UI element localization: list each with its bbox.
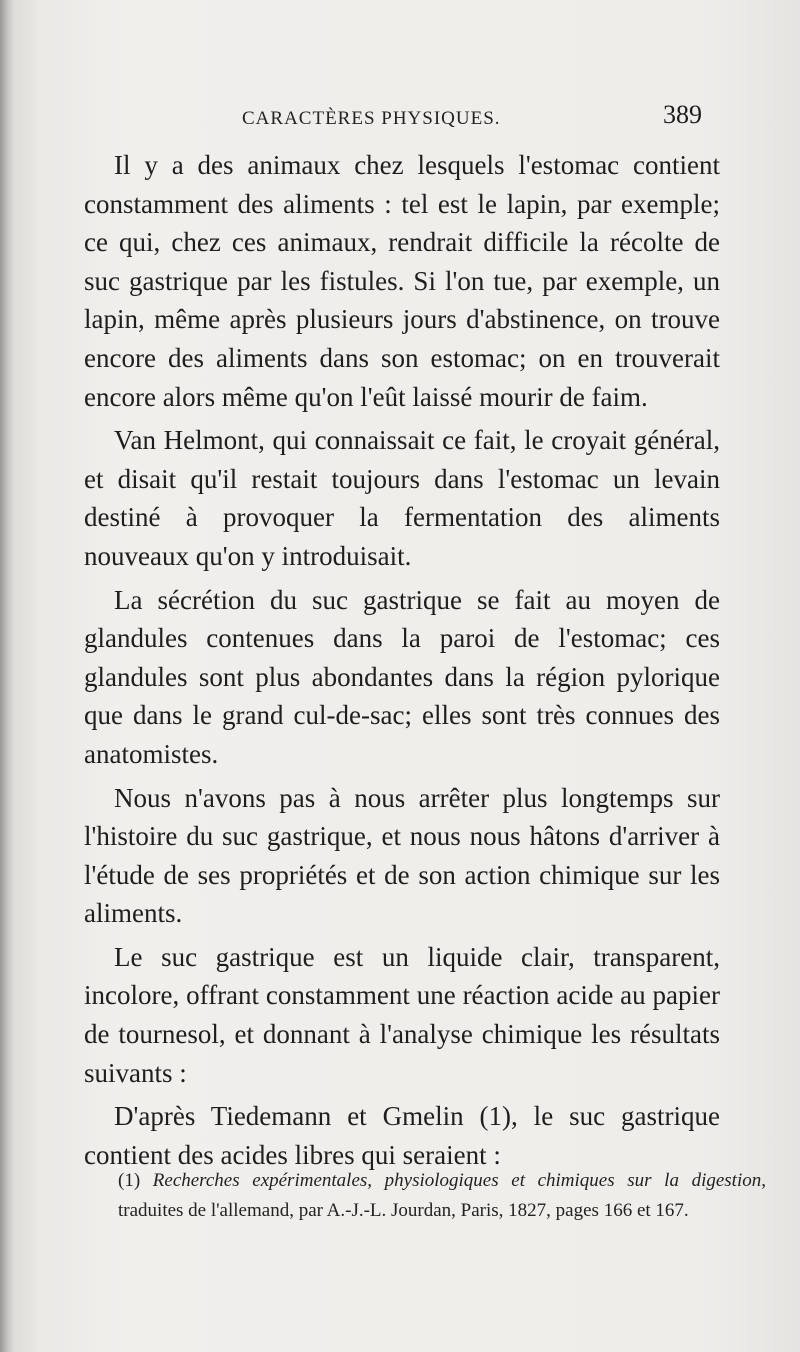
running-head: CARACTÈRES PHYSIQUES. [242,108,501,129]
footnote-text [118,1166,766,1226]
paragraph: Le suc gastrique est un liquide clair, transparent, incolore, offrant constamment une réaction acide au papier de tournesol, et donnant à l'analyse chimique les résultats suivants : [84,941,720,1088]
page-header [242,100,702,136]
paragraph: La sécrétion du suc gastrique se fait au moyen de glandules contenues dans la paroi de l'estomac; ces glandules sont plus abondantes dans la région pylorique que dans le grand cul-de-sac; elles sont très connues des anatomistes. [84,584,720,769]
footnote [118,1166,766,1226]
page-gutter [0,0,14,1352]
page-number: 389 [663,100,702,129]
footnote-title: Recherches expérimentales, physiologiques et chimiques sur la digestion [152,1170,762,1191]
footnote-marker: (1) [118,1170,141,1191]
paragraph: Van Helmont, qui connaissait ce fait, le croyait général, et disait qu'il restait toujours dans l'estomac un levain destiné à provoquer la fermentation des aliments nouveaux qu'on y introduisait. [84,425,720,571]
paragraph: Il y a des animaux chez lesquels l'estomac contient constamment des aliments : tel est le lapin, par exemple; ce qui, chez ces animaux, rendrait difficile la récolte de suc gastrique par les fistules. Si l'on tue, par exemple, un lapin, même après plusieurs jours d'abstinence, on trouve encore des aliments dans son estomac; on en trouverait encore alors même qu'on l'eût laissé mourir de faim. [84,150,720,412]
paragraph: D'après Tiedemann et Gmelin (1), le suc gastrique contient des acides libres qui seraient : [84,1101,720,1170]
paragraph: Nous n'avons pas à nous arrêter plus longtemps sur l'histoire du suc gastrique, et nous nous hâtons d'arriver à l'étude de ses propriétés et de son action chimique sur les aliments. [84,782,720,929]
body-text [84,146,720,1179]
footnote-rest: , traduites de l'allemand, par A.-J.-L. Jourdan, Paris, 1827, pages 166 et 167. [118,1170,766,1221]
